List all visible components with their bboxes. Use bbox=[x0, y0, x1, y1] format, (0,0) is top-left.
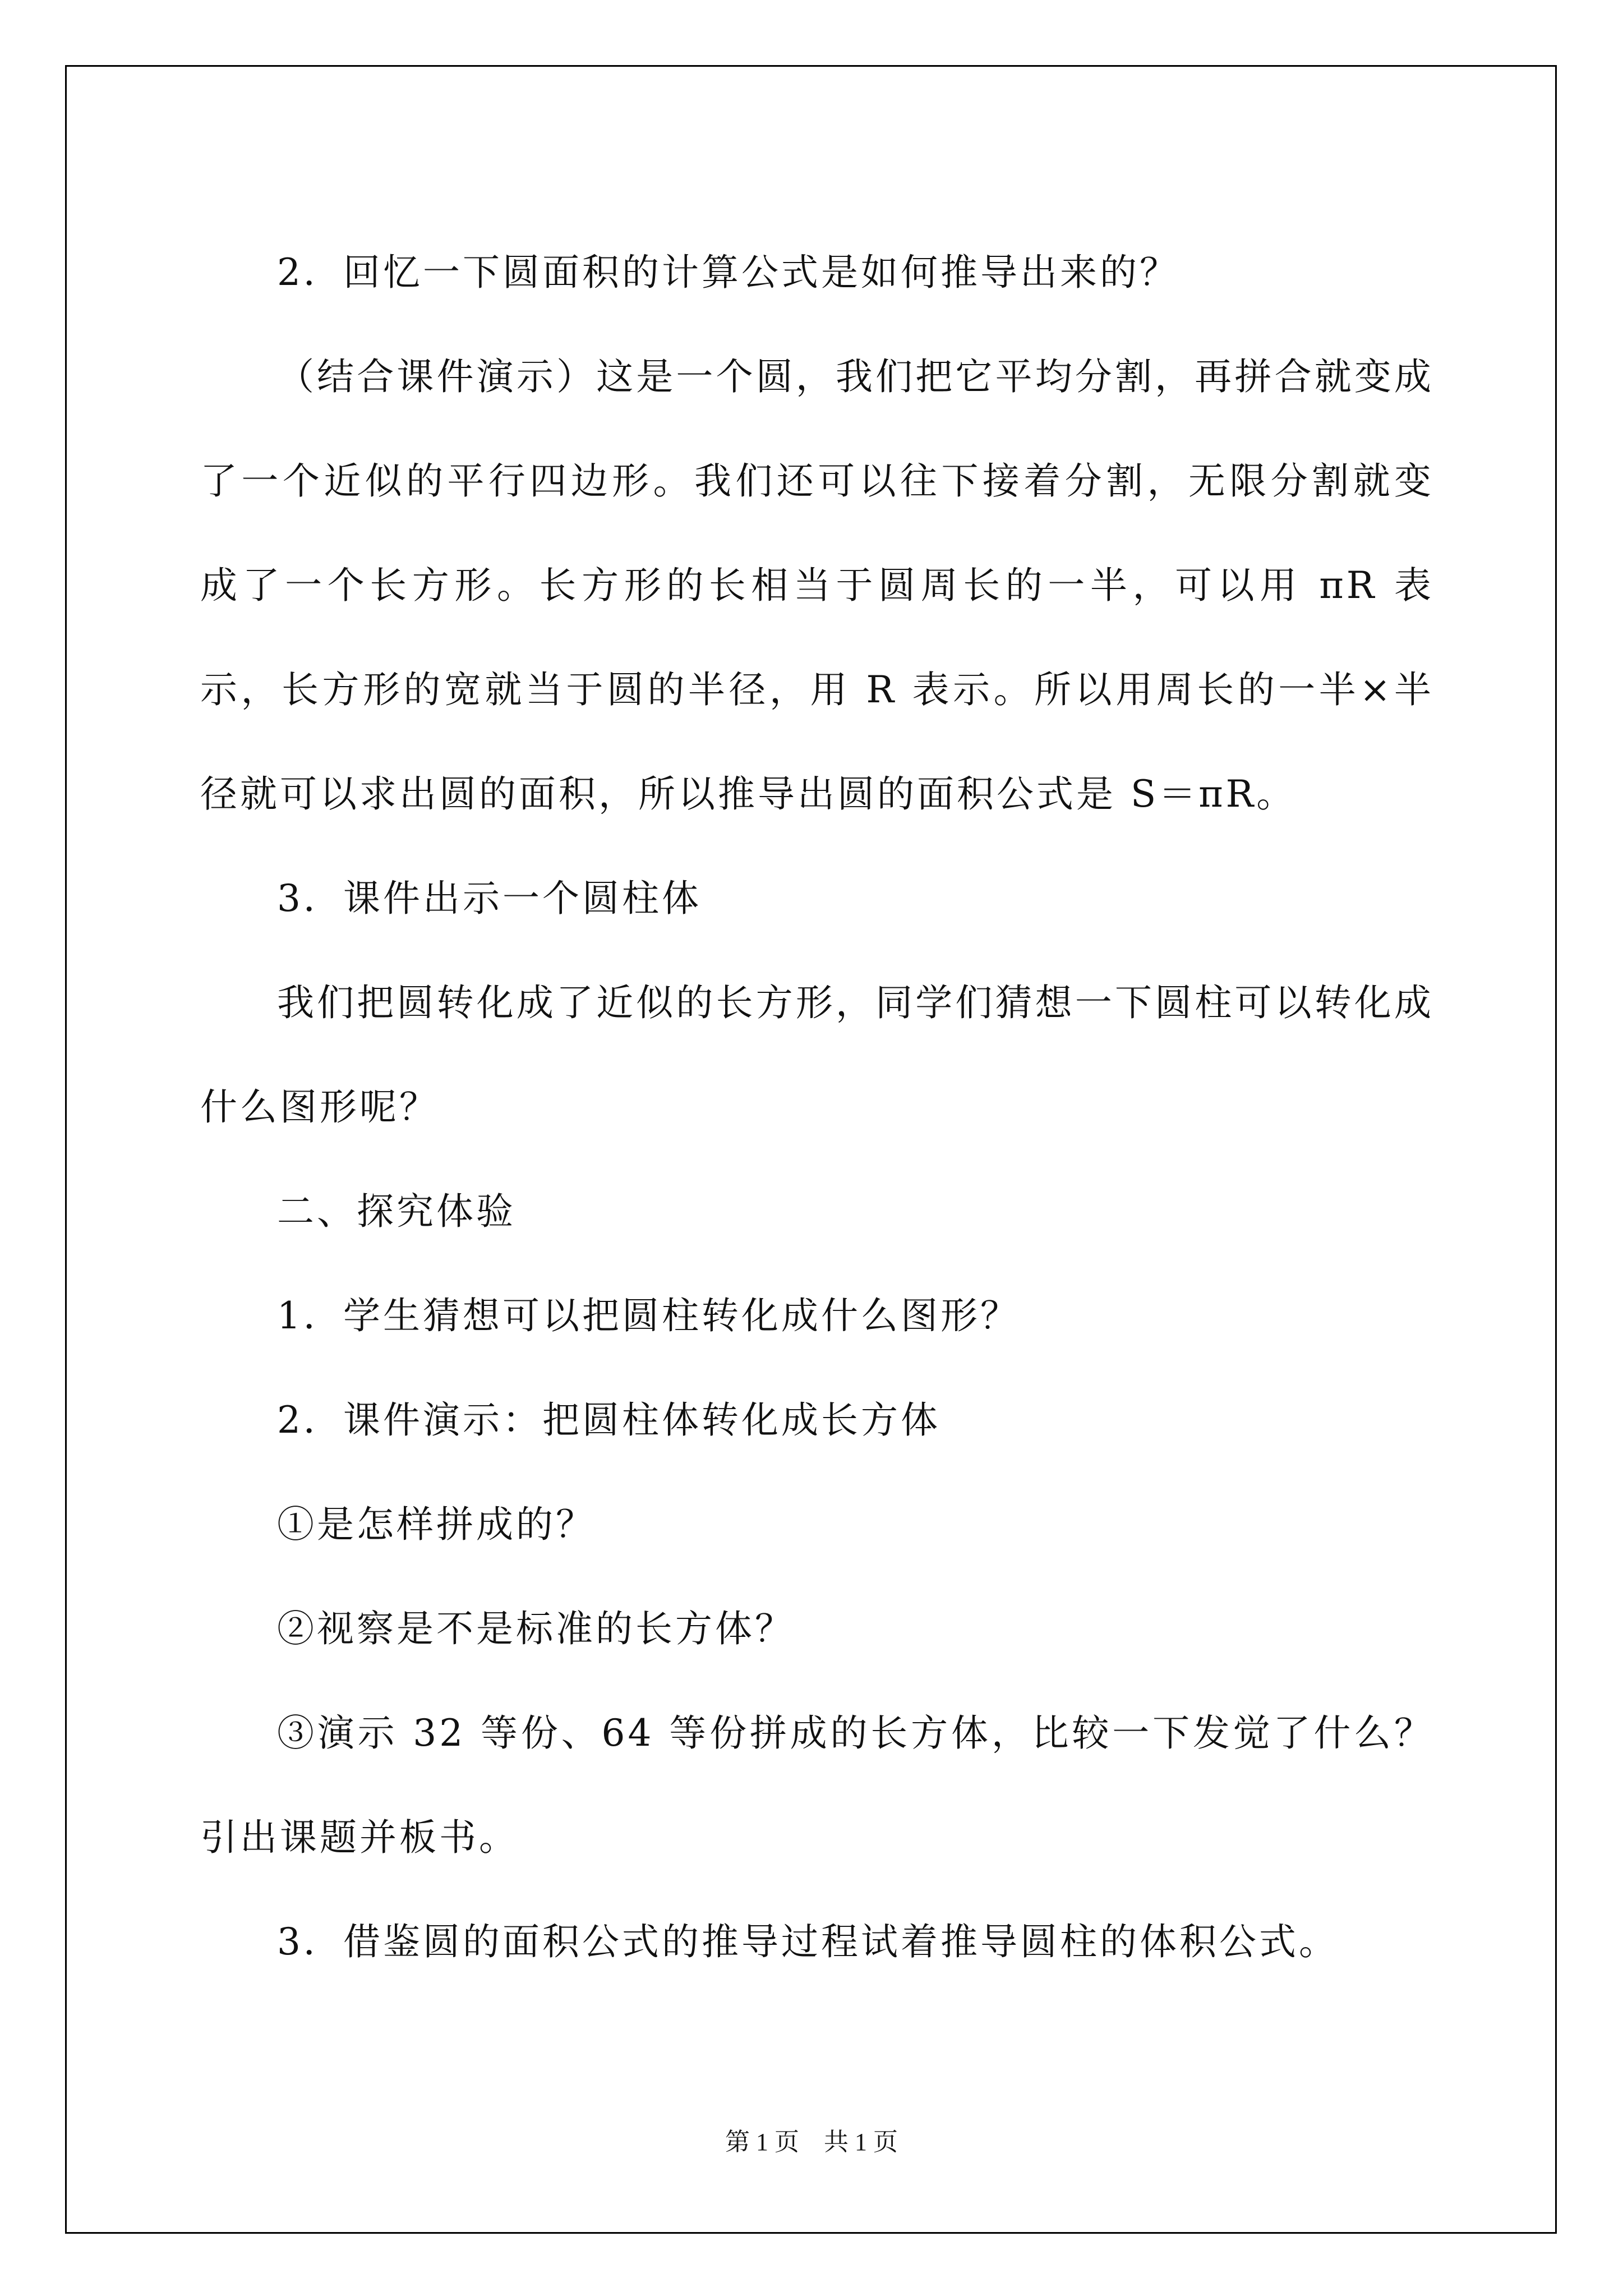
page-footer: 第 1 页 共 1 页 bbox=[725, 2128, 898, 2156]
paragraph: （结合课件演示）这是一个圆，我们把它平均分割，再拼合就变成了一个近似的平行四边形。我们还可以往下接着分割，无限分割就变成了一个长方形。长方形的长相当于圆周长的一半，可以用 πR 表示，长方形的宽就当于圆的半径，用 R 表示。所以用周长的一半×半径就可以求出圆的面积，所以推导出圆的面积公式是 S＝πR。 bbox=[200, 355, 1434, 816]
section-heading: 二、探究体验 bbox=[277, 1190, 516, 1233]
paragraph: 3．借鉴圆的面积公式的推导过程试着推导圆柱的体积公式。 bbox=[277, 1920, 1339, 1963]
list-item: ②视察是不是标准的长方体？ bbox=[277, 1607, 795, 1650]
paragraph: 2．课件演示：把圆柱体转化成长方体 bbox=[277, 1398, 940, 1442]
paragraph: 我们把圆转化成了近似的长方形，同学们猜想一下圆柱可以转化成什么图形呢？ bbox=[200, 981, 1434, 1129]
paragraph: 3．课件出示一个圆柱体 bbox=[277, 877, 702, 920]
list-item: ③演示 32 等份、64 等份拼成的长方体，比较一下发觉了什么？引出课题并板书。 bbox=[200, 1711, 1434, 1859]
paragraph: 1．学生猜想可以把圆柱转化成什么图形？ bbox=[277, 1294, 1020, 1337]
list-item: ①是怎样拼成的？ bbox=[277, 1503, 596, 1546]
paragraph: 2．回忆一下圆面积的计算公式是如何推导出来的？ bbox=[277, 251, 1179, 294]
document-body bbox=[200, 220, 1434, 1994]
